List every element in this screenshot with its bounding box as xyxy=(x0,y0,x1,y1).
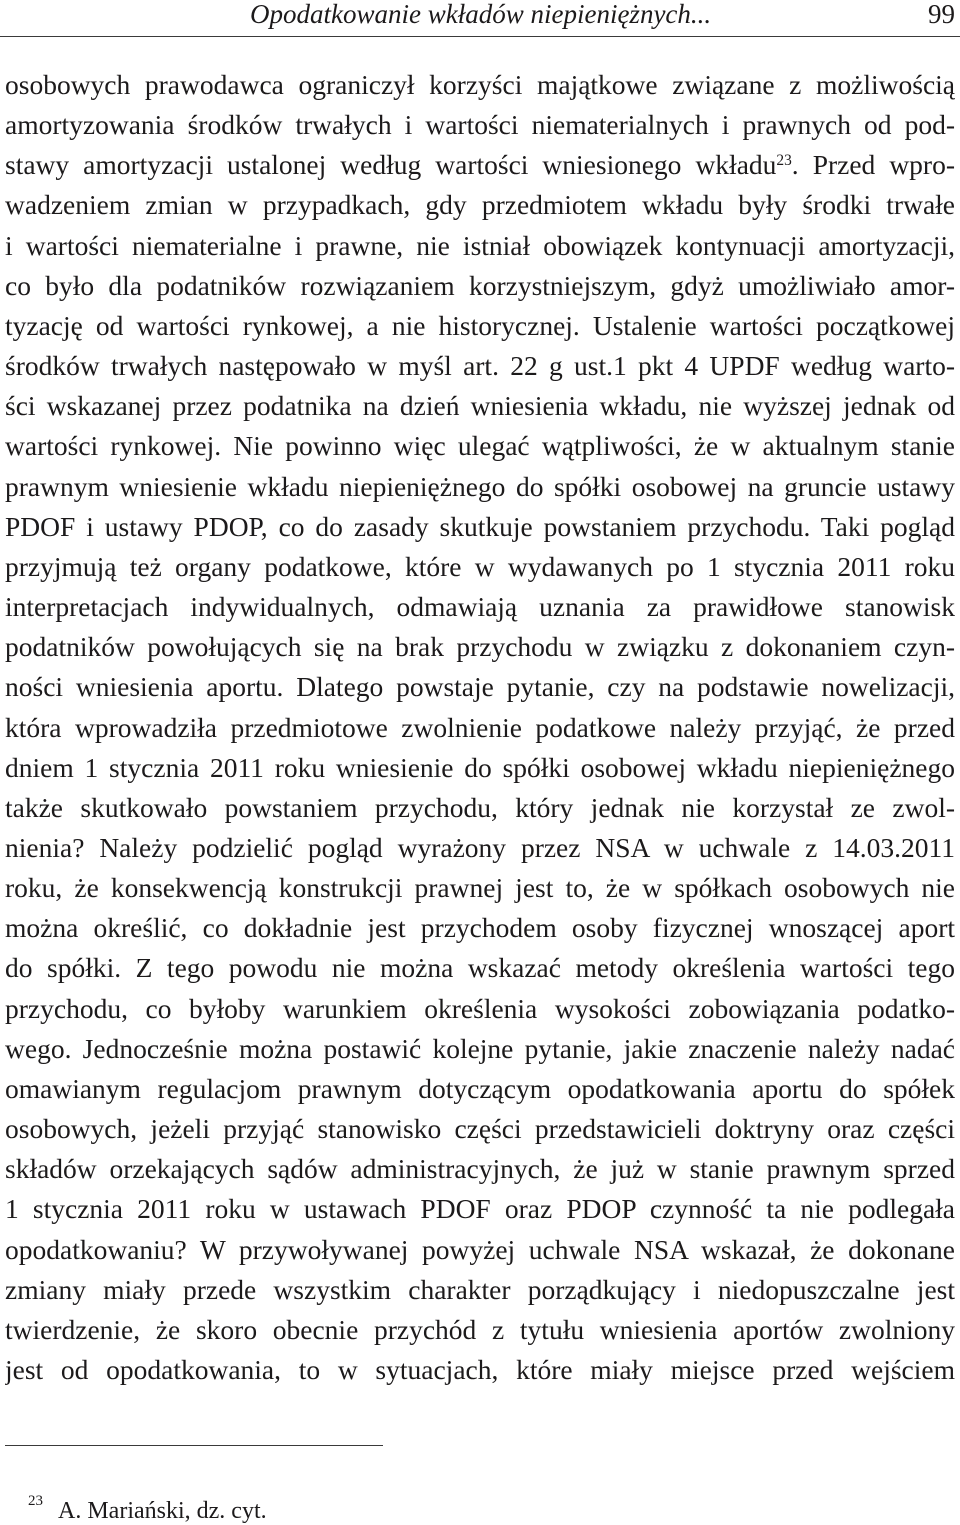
text-line: środków trwałych następowało w myśl art. 22 g ust.1 pkt 4 UPDF według warto- xyxy=(5,350,955,382)
text-line: także skutkowało powstaniem przychodu, który jednak nie korzystał ze zwol- xyxy=(5,791,955,823)
footnote-number: 23 xyxy=(28,1493,43,1509)
text-line: amortyzowania środków trwałych i wartości niematerialnych i prawnych od pod- xyxy=(5,109,955,141)
text-line: tyzację od wartości rynkowej, a nie historycznej. Ustalenie wartości początkowej xyxy=(5,309,955,341)
text-line: prawnym wniesienie wkładu niepieniężnego do spółki osobowej na gruncie ustawy xyxy=(5,470,955,502)
text-line-segment: stawy amortyzacji ustalonej według wartości wniesionego wkładu xyxy=(5,149,777,181)
text-line: jest od opodatkowania, to w sytuacjach, które miały miejsce przed wejściem xyxy=(5,1354,955,1385)
text-line: nienia? Należy podzielić pogląd wyrażony przez NSA w uchwale z 14.03.2011 xyxy=(5,831,955,863)
text-line: do spółki. Z tego powodu nie można wskazać metody określenia wartości tego xyxy=(5,952,955,984)
text-line: podatników powołujących się na brak przychodu w związku z dokonaniem czyn- xyxy=(5,631,955,663)
text-line: zmiany miały przede wszystkim charakter porządkujący i niedopuszczalne jest xyxy=(5,1273,955,1305)
text-line: omawianym regulacjom prawnym dotyczącym opodatkowania aportu do spółek xyxy=(5,1072,955,1104)
text-line: 1 stycznia 2011 roku w ustawach PDOF oraz PDOP czynność ta nie podlegała xyxy=(5,1193,955,1225)
text-line: wartości rynkowej. Nie powinno więc ulegać wątpliwości, że w aktualnym stanie xyxy=(5,430,955,462)
text-line: opodatkowaniu? W przywoływanej powyżej uchwale NSA wskazał, że dokonane xyxy=(5,1233,955,1265)
header-rule xyxy=(0,36,960,37)
text-line: ności wniesienia aportu. Dlatego powstaje pytanie, czy na podstawie nowelizacji, xyxy=(5,671,955,703)
text-line: twierdzenie, że skoro obecnie przychód z tytułu wniesienia aportów zwolniony xyxy=(5,1313,955,1345)
text-line: dniem 1 stycznia 2011 roku wniesienie do spółki osobowej wkładu niepieniężnego xyxy=(5,751,955,783)
text-line: roku, że konsekwencją konstrukcji prawnej jest to, że w spółkach osobowych nie xyxy=(5,872,955,904)
text-line: można określić, co dokładnie jest przychodem osoby fizycznej wnoszącej aport xyxy=(5,912,955,944)
text-line: i wartości niematerialne i prawne, nie istniał obowiązek kontynuacji amortyzacji, xyxy=(5,229,955,261)
text-line: przychodu, co byłoby warunkiem określenia wysokości zobowiązania podatko- xyxy=(5,992,955,1024)
running-head-title: Opodatkowanie wkładów niepieniężnych... xyxy=(250,0,712,29)
text-line: osobowych, jeżeli przyjąć stanowisko części przedstawicieli doktryny oraz części xyxy=(5,1113,955,1145)
text-line: PDOF i ustawy PDOP, co do zasady skutkuje powstaniem przychodu. Taki pogląd xyxy=(5,510,955,542)
text-line: osobowych prawodawca ograniczył korzyści majątkowe związane z możliwością xyxy=(5,69,955,100)
footnote-reference: 23 xyxy=(776,151,792,169)
footnote-text: A. Mariański, dz. cyt. xyxy=(58,1498,267,1524)
page-number: 99 xyxy=(928,0,955,29)
text-line: składów orzekających sądów administracyjnych, że już w stanie prawnym sprzed xyxy=(5,1153,955,1185)
text-line: wadzeniem zmian w przypadkach, gdy przedmiotem wkładu były środki trwałe xyxy=(5,189,955,221)
text-line: co było dla podatników rozwiązaniem korzystniejszym, gdyż umożliwiało amor- xyxy=(5,269,955,301)
footnote-rule xyxy=(5,1445,383,1446)
text-line: interpretacjach indywidualnych, odmawiają uznania za prawidłowe stanowisk xyxy=(5,591,955,623)
text-line: przyjmują też organy podatkowe, które w wydawanych po 1 stycznia 2011 roku xyxy=(5,550,955,582)
text-line xyxy=(5,145,955,185)
body-paragraph xyxy=(5,65,955,1390)
footnote xyxy=(28,1493,267,1525)
text-line-segment: . Przed wpro- xyxy=(791,149,955,181)
text-line: wego. Jednocześnie można postawić kolejne pytanie, jakie znaczenie należy nadać xyxy=(5,1032,955,1064)
text-line: która wprowadziła przedmiotowe zwolnienie podatkowe należy przyjąć, że przed xyxy=(5,711,955,743)
text-line: ści wskazanej przez podatnika na dzień wniesienia wkładu, nie wyższej jednak od xyxy=(5,390,955,422)
